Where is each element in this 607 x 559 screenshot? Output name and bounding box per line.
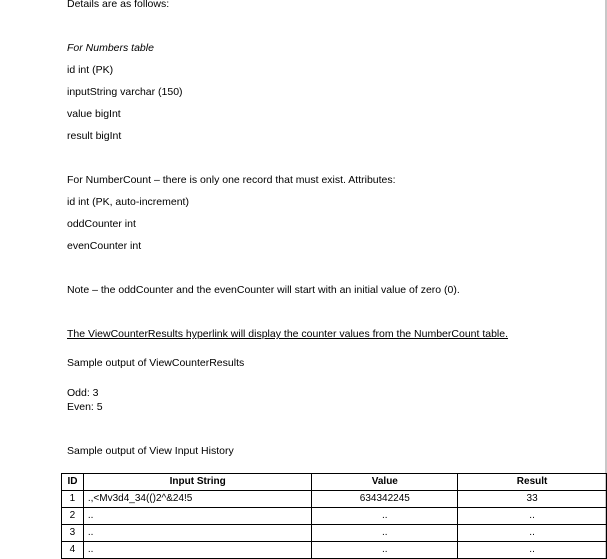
column-header-result: Result xyxy=(458,474,607,491)
viewcounterresults-hyperlink[interactable]: The ViewCounterResults hyperlink will display the counter values from the NumberCount table. xyxy=(67,328,509,340)
numbercount-field: id int (PK, auto-increment) xyxy=(67,196,189,208)
cell-value: .. xyxy=(312,542,458,559)
cell-result: .. xyxy=(458,542,607,559)
cell-id: 3 xyxy=(62,525,84,542)
note-text: Note – the oddCounter and the evenCounter will start with an initial value of zero (0). xyxy=(67,284,460,296)
cell-value: 634342245 xyxy=(312,491,458,508)
intro-text: Details are as follows: xyxy=(67,0,170,10)
cell-input-string: .,<Mv3d4_34(()2^&24!5 xyxy=(83,491,312,508)
numbercount-field: evenCounter int xyxy=(67,240,142,252)
numbercount-heading: For NumberCount – there is only one record that must exist. Attributes: xyxy=(67,174,396,186)
numbers-field: result bigInt xyxy=(67,130,122,142)
cell-value: .. xyxy=(312,508,458,525)
numbercount-field: oddCounter int xyxy=(67,218,136,230)
numbers-field: id int (PK) xyxy=(67,64,114,76)
table-row xyxy=(62,542,607,559)
cell-id: 1 xyxy=(62,491,84,508)
numbers-field: value bigInt xyxy=(67,108,121,120)
counter-sample-label: Sample output of ViewCounterResults xyxy=(67,357,245,369)
even-counter-output: Even: 5 xyxy=(67,401,103,413)
cell-result: .. xyxy=(458,525,607,542)
cell-value: .. xyxy=(312,525,458,542)
cell-id: 2 xyxy=(62,508,84,525)
numbers-table-heading: For Numbers table xyxy=(67,42,154,54)
table-row xyxy=(62,525,607,542)
cell-result: .. xyxy=(458,508,607,525)
history-sample-label: Sample output of View Input History xyxy=(67,445,234,457)
input-history-table xyxy=(61,473,607,559)
column-header-value: Value xyxy=(312,474,458,491)
cell-input-string: .. xyxy=(83,525,312,542)
table-row xyxy=(62,491,607,508)
column-header-input-string: Input String xyxy=(83,474,312,491)
table-row xyxy=(62,508,607,525)
cell-id: 4 xyxy=(62,542,84,559)
cell-result: 33 xyxy=(458,491,607,508)
cell-input-string: .. xyxy=(83,542,312,559)
numbers-field: inputString varchar (150) xyxy=(67,86,183,98)
column-header-id: ID xyxy=(62,474,84,491)
odd-counter-output: Odd: 3 xyxy=(67,387,99,399)
table-header-row xyxy=(62,474,607,491)
cell-input-string: .. xyxy=(83,508,312,525)
